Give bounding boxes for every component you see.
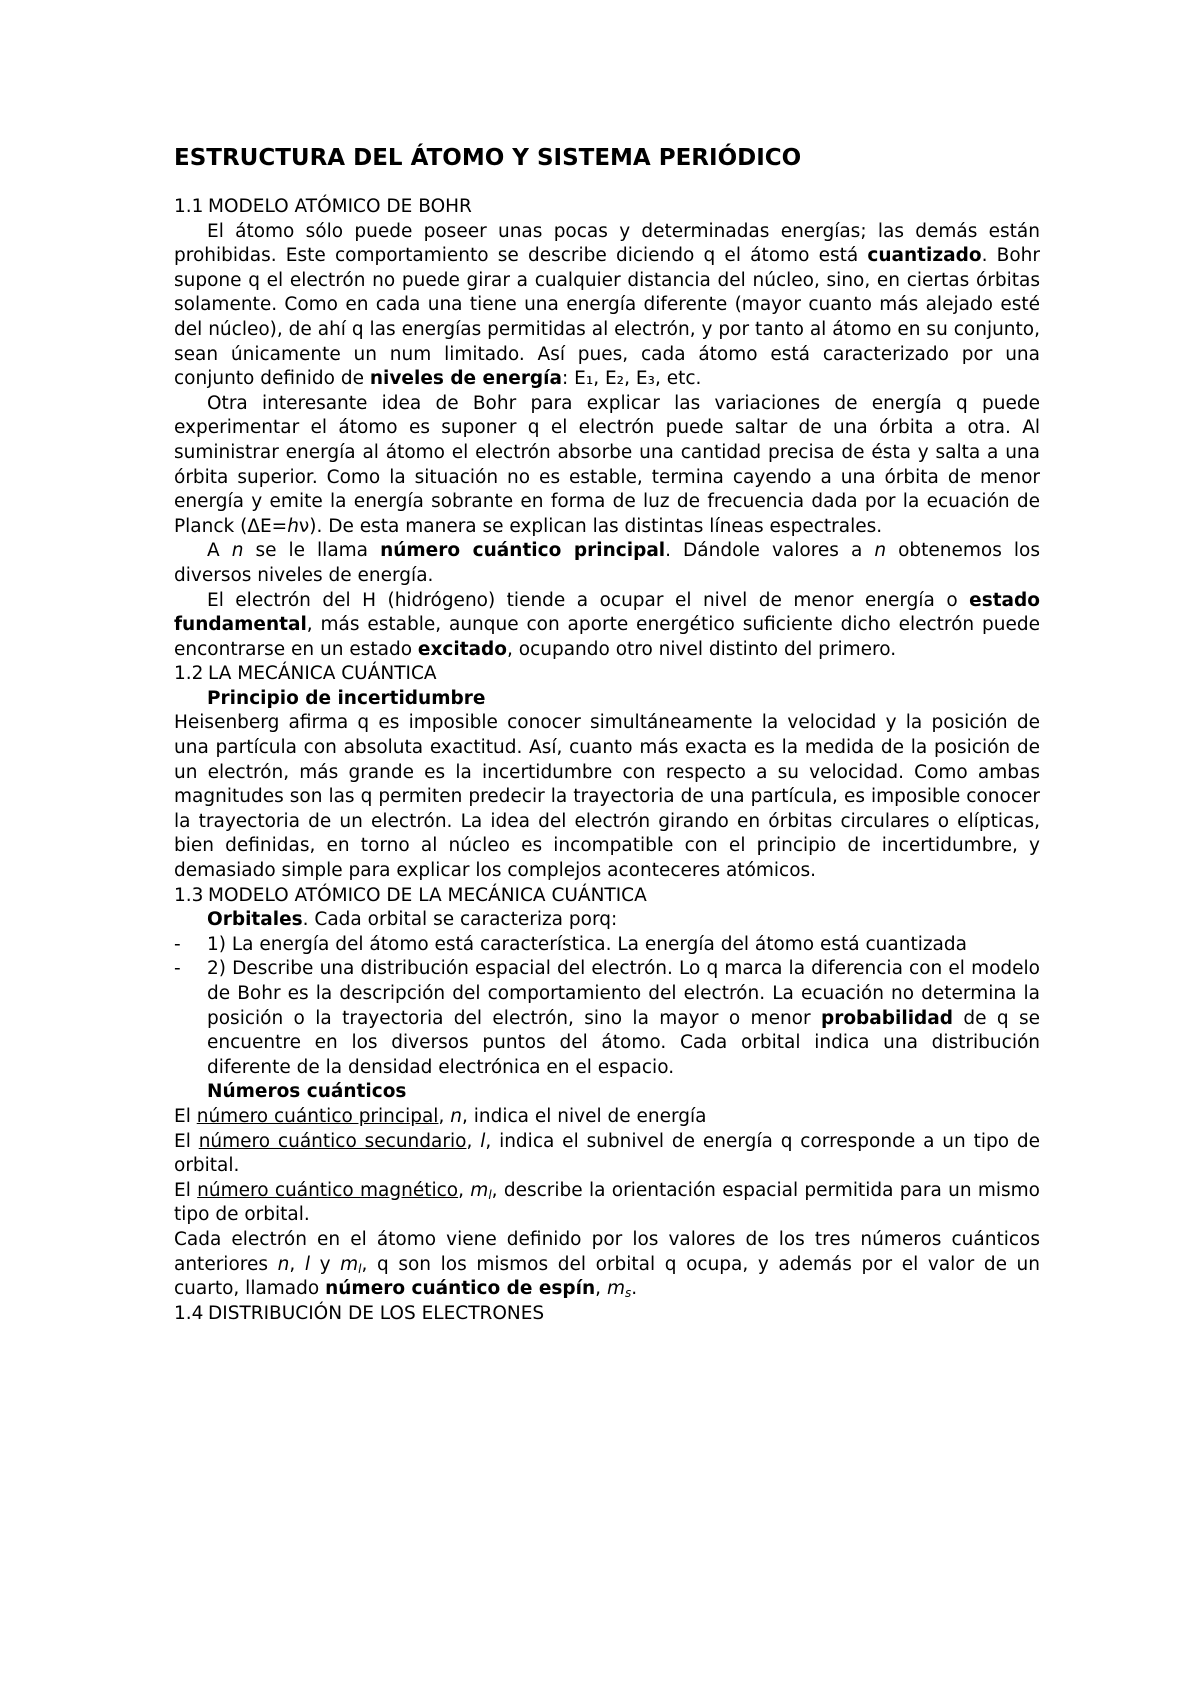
- bold-term: Orbitales: [207, 909, 303, 931]
- text-run: , ocupando otro nivel distinto del primero.: [506, 638, 897, 660]
- italic-term: m: [470, 1179, 489, 1201]
- paragraph-bohr-cuantizado: [174, 220, 1040, 392]
- text-run: , describe la orientación espacial permitida para un mismo tipo de orbital.: [174, 1179, 1040, 1226]
- text-run: ,: [595, 1278, 607, 1300]
- italic-term: n: [874, 540, 887, 562]
- paragraph-bohr-saltos: [174, 392, 1040, 540]
- paragraph-n-secundario: [174, 1130, 1040, 1179]
- italic-term: n: [231, 540, 244, 562]
- italic-term: n: [450, 1105, 462, 1127]
- section-title: MODELO ATÓMICO DE LA MECÁNICA CUÁNTICA: [208, 884, 647, 906]
- subscript: l: [488, 1187, 492, 1202]
- section-heading-modelo-cuantico: [174, 884, 1040, 909]
- text-run: ,: [466, 1130, 481, 1152]
- italic-term: h: [287, 515, 299, 537]
- text-run: ,: [289, 1253, 305, 1275]
- list-item: [174, 957, 1040, 1080]
- bold-term: excitado: [417, 638, 507, 660]
- bold-term: número cuántico de espín: [325, 1278, 596, 1300]
- italic-term: m: [340, 1253, 359, 1275]
- text-run: , indica el subnivel de energía q corresponde a un tipo de orbital.: [174, 1130, 1041, 1177]
- paragraph-heisenberg: Heisenberg afirma q es imposible conocer simultáneamente la velocidad y la posición de una partícula con absoluta exactitud. Así, cuanto más exacta es la medida de la posición de un electrón, más grande es la incertidumbre con respecto a su velocidad. Como ambas magnitudes son las q permiten predecir la trayectoria de una partícula, es imposible conocer la trayectoria de un electrón. La idea del electrón girando en órbitas circulares o elípticas, bien definidas, en torno al núcleo es incompatible con el principio de incertidumbre, y demasiado simple para explicar los complejos aconteceres atómicos.: [174, 712, 1040, 882]
- paragraph-espin: [174, 1228, 1040, 1302]
- subscript: l: [358, 1261, 362, 1276]
- text-run: 2) Describe una distribución espacial del electrón. Lo q marca la diferencia con el modelo de Bohr es la descripción del comportamiento del electrón. La ecuación no determina la posición o la trayectoria del electrón, sino la mayor o menor: [207, 958, 1040, 1029]
- text-run: , indica el nivel de energía: [461, 1105, 707, 1127]
- list-item: [174, 933, 1040, 958]
- italic-term: m: [606, 1278, 625, 1300]
- section-title: LA MECÁNICA CUÁNTICA: [208, 663, 437, 685]
- bold-term: estado fundamental: [174, 589, 1040, 636]
- bullet-dash: -: [174, 933, 181, 955]
- text-run: .: [631, 1278, 638, 1300]
- paragraph-n-principal: [174, 1105, 1040, 1130]
- text-run: , más estable, aunque con aporte energético suficiente dicho electrón puede encontrarse en un estado: [174, 614, 1040, 660]
- text-run: obtenemos los diversos niveles de energía.: [174, 540, 1040, 586]
- text-run: . Cada orbital se caracteriza porq:: [302, 909, 618, 931]
- list-item-text: 1) La energía del átomo está característica. La energía del átomo está cuantizada: [207, 933, 967, 955]
- section-number: 1.1: [174, 196, 204, 217]
- text-run: A: [207, 540, 232, 562]
- subscript: s: [624, 1286, 632, 1301]
- subheading-numeros-cuanticos: Números cuánticos: [207, 1081, 407, 1103]
- text-run: ν). De esta manera se explican las distintas líneas espectrales.: [298, 515, 883, 537]
- bullet-dash: -: [174, 958, 181, 980]
- text-run: ,: [458, 1179, 471, 1201]
- section-heading-bohr: [174, 195, 1040, 220]
- section-heading-distribucion: [174, 1302, 1040, 1327]
- italic-term: l: [480, 1130, 486, 1152]
- section-number: 1.3: [174, 884, 204, 906]
- italic-term: l: [304, 1253, 310, 1275]
- italic-term: n: [277, 1253, 290, 1275]
- text-run: El: [174, 1130, 199, 1152]
- section-number: 1.2: [174, 663, 204, 685]
- text-run: El: [174, 1179, 198, 1201]
- underlined-term: número cuántico principal: [196, 1105, 439, 1127]
- subheading-incertidumbre: Principio de incertidumbre: [207, 687, 486, 709]
- text-run: : E₁, E₂, E₃, etc.: [562, 368, 702, 390]
- bold-term: cuantizado: [867, 245, 982, 267]
- bold-term: número cuántico principal: [380, 540, 666, 562]
- underlined-term: número cuántico magnético: [197, 1179, 459, 1201]
- text-run: . Bohr supone q el electrón no puede girar a cualquier distancia del núcleo, sino, en ciertas órbitas solamente. Como en cada una tiene una energía diferente (mayor cuanto más alejado esté del núcleo), de ahí q las energías permitidas al electrón, y por tanto al átomo en su conjunto, sean únicamente un num limitado. Así pues, cada átomo está caracterizado por una conjunto definido de: [174, 245, 1040, 390]
- document-title: ESTRUCTURA DEL ÁTOMO Y SISTEMA PERIÓDICO: [174, 145, 802, 171]
- bold-term: niveles de energía: [369, 368, 563, 390]
- bold-term: probabilidad: [820, 1007, 954, 1029]
- paragraph-orbitales: [174, 908, 1040, 933]
- paragraph-estado-fundamental: [174, 589, 1040, 663]
- section-number: 1.4: [174, 1302, 204, 1324]
- section-heading-mecanica: [174, 662, 1040, 687]
- paragraph-numero-principal: [174, 539, 1040, 588]
- underlined-term: número cuántico secundario: [198, 1130, 467, 1152]
- text-run: El electrón del H (hidrógeno) tiende a ocupar el nivel de menor energía o: [207, 589, 970, 611]
- text-run: Cada electrón en el átomo viene definido por los valores de los tres números cuánticos anteriores: [174, 1228, 1040, 1275]
- paragraph-n-magnetico: [174, 1179, 1040, 1228]
- text-run: se le llama: [243, 540, 381, 562]
- text-run: y: [309, 1253, 341, 1275]
- text-run: ,: [438, 1105, 451, 1127]
- text-run: de q se encuentre en los diversos puntos del átomo. Cada orbital indica una distribución diferente de la densidad electrónica en el espacio.: [207, 1007, 1040, 1078]
- text-run: Otra interesante idea de Bohr para explicar las variaciones de energía q puede experimentar el átomo es suponer q el electrón puede saltar de una órbita a otra. Al suministrar energía al átomo el electrón absorbe una cantidad precisa de ésta y salta a una órbita superior. Como la situación no es estable, termina cayendo a una órbita de menor energía y emite la energía sobrante en forma de luz de frecuencia dada por la ecuación de Planck (ΔE=: [174, 392, 1040, 537]
- list-item-text: [207, 957, 1040, 1080]
- document-body: [174, 195, 1040, 1326]
- section-title: DISTRIBUCIÓN DE LOS ELECTRONES: [208, 1302, 545, 1324]
- text-run: . Dándole valores a: [665, 540, 875, 562]
- text-run: El: [174, 1105, 197, 1127]
- text-run: El átomo sólo puede poseer unas pocas y determinadas energías; las demás están prohibidas. Este comportamiento se describe diciendo q el átomo está: [174, 220, 1040, 267]
- section-title: MODELO ATÓMICO DE BOHR: [208, 196, 472, 217]
- text-run: , q son los mismos del orbital q ocupa, y además por el valor de un cuarto, llamado: [174, 1253, 1041, 1300]
